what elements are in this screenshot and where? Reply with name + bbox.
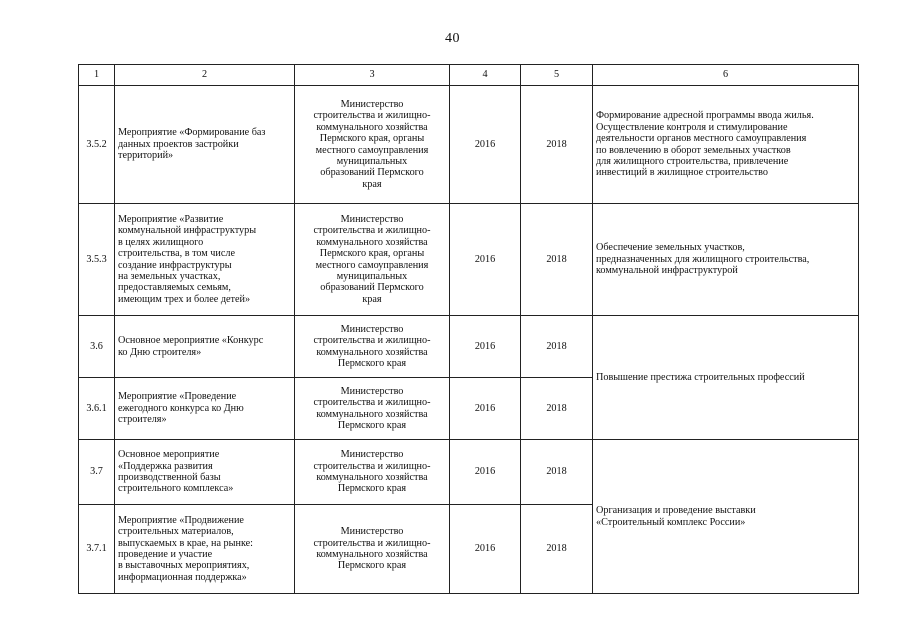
program-activities-table xyxy=(78,64,859,594)
end-year: 2018 xyxy=(521,316,593,378)
activity-name: Мероприятие «Развитие коммунальной инфраструктуры в целях жилищного строительства, в том числе создание инфраструктуры на земельных участках, предоставляемых семьям, имеющим трех и более детей» xyxy=(115,204,295,316)
start-year: 2016 xyxy=(450,204,521,316)
table-row xyxy=(79,86,859,204)
end-year: 2018 xyxy=(521,505,593,594)
column-header: 4 xyxy=(450,65,521,86)
activity-name: Мероприятие «Проведение ежегодного конкурса ко Дню строителя» xyxy=(115,378,295,440)
row-number: 3.7 xyxy=(79,440,115,505)
column-header: 5 xyxy=(521,65,593,86)
end-year: 2018 xyxy=(521,86,593,204)
header-row xyxy=(79,65,859,86)
row-number: 3.5.3 xyxy=(79,204,115,316)
row-number: 3.6 xyxy=(79,316,115,378)
row-number: 3.7.1 xyxy=(79,505,115,594)
end-year: 2018 xyxy=(521,204,593,316)
start-year: 2016 xyxy=(450,316,521,378)
activity-name: Основное мероприятие «Конкурс ко Дню строителя» xyxy=(115,316,295,378)
executor: Министерство строительства и жилищно- коммунального хозяйства Пермского края xyxy=(295,505,450,594)
row-number: 3.5.2 xyxy=(79,86,115,204)
end-year: 2018 xyxy=(521,378,593,440)
row-number: 3.6.1 xyxy=(79,378,115,440)
table-row xyxy=(79,440,859,505)
column-header: 6 xyxy=(593,65,859,86)
executor: Министерство строительства и жилищно- коммунального хозяйства Пермского края xyxy=(295,378,450,440)
end-year: 2018 xyxy=(521,440,593,505)
start-year: 2016 xyxy=(450,440,521,505)
start-year: 2016 xyxy=(450,86,521,204)
column-header: 3 xyxy=(295,65,450,86)
executor: Министерство строительства и жилищно- коммунального хозяйства Пермского края xyxy=(295,316,450,378)
expected-result: Обеспечение земельных участков, предназначенных для жилищного строительства, коммунальной инфраструктурой xyxy=(593,204,859,316)
expected-result: Формирование адресной программы ввода жилья. Осуществление контроля и стимулирование деятельности органов местного самоуправления по вовлечению в оборот земельных участков для жилищного строительства, привлечение инвестиций в жилищное строительство xyxy=(593,86,859,204)
column-header: 1 xyxy=(79,65,115,86)
executor: Министерство строительства и жилищно- коммунального хозяйства Пермского края xyxy=(295,440,450,505)
page-number: 40 xyxy=(445,31,460,46)
executor: Министерство строительства и жилищно- коммунального хозяйства Пермского края, органы местного самоуправления муниципальных образований Пермского края xyxy=(295,86,450,204)
start-year: 2016 xyxy=(450,378,521,440)
activity-name: Мероприятие «Формирование баз данных проектов застройки территорий» xyxy=(115,86,295,204)
activity-name: Мероприятие «Продвижение строительных материалов, выпускаемых в крае, на рынке: проведение и участие в выставочных мероприятиях, информационная поддержка» xyxy=(115,505,295,594)
expected-result: Повышение престижа строительных профессий xyxy=(593,316,859,440)
executor: Министерство строительства и жилищно- коммунального хозяйства Пермского края, органы местного самоуправления муниципальных образований Пермского края xyxy=(295,204,450,316)
activity-name: Основное мероприятие «Поддержка развития производственной базы строительного комплекса» xyxy=(115,440,295,505)
expected-result: Организация и проведение выставки «Строительный комплекс России» xyxy=(593,440,859,594)
start-year: 2016 xyxy=(450,505,521,594)
column-header: 2 xyxy=(115,65,295,86)
table-row xyxy=(79,204,859,316)
table-row xyxy=(79,316,859,378)
